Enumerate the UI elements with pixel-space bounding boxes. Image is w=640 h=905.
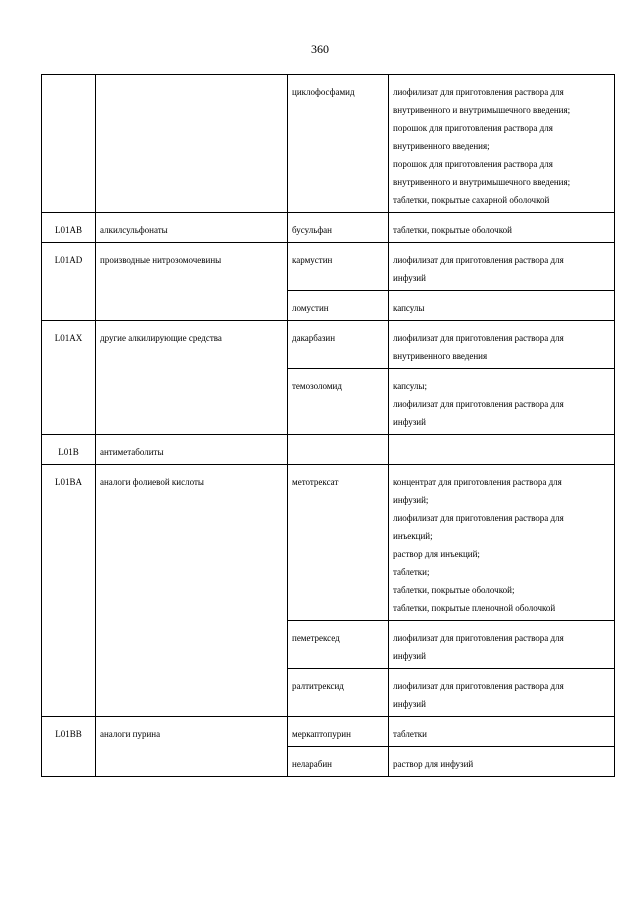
table-row: [42, 435, 615, 465]
dosage-form-line: внутривенного введения;: [393, 141, 490, 151]
dosage-forms-cell: [389, 369, 615, 435]
dosage-form-line: лиофилизат для приготовления раствора для: [393, 333, 564, 343]
dosage-forms-cell: [389, 465, 615, 621]
drug-table: [41, 74, 615, 777]
table-row: [42, 321, 615, 369]
dosage-forms-cell: [389, 621, 615, 669]
table-row: [42, 243, 615, 291]
dosage-form-line: таблетки, покрытые пленочной оболочкой: [393, 603, 556, 613]
group-name-cell: алкилсульфонаты: [96, 213, 288, 243]
drug-name-cell: меркаптопурин: [288, 717, 389, 747]
dosage-forms-cell: [389, 747, 615, 777]
drug-name-cell: циклофосфамид: [288, 75, 389, 213]
atc-code-cell: L01BB: [42, 717, 96, 777]
drug-name-cell: бусульфан: [288, 213, 389, 243]
dosage-form-line: внутривенного и внутримышечного введения;: [393, 177, 571, 187]
atc-code-cell: L01B: [42, 435, 96, 465]
drug-name-cell: [288, 435, 389, 465]
dosage-form-line: лиофилизат для приготовления раствора для: [393, 513, 564, 523]
dosage-form-line: порошок для приготовления раствора для: [393, 159, 553, 169]
drug-name-cell: дакарбазин: [288, 321, 389, 369]
dosage-form-line: капсулы: [393, 303, 425, 313]
dosage-forms-cell: [389, 435, 615, 465]
dosage-form-line: таблетки, покрытые сахарной оболочкой: [393, 195, 550, 205]
dosage-form-line: инфузий: [393, 417, 426, 427]
dosage-form-line: инфузий: [393, 273, 426, 283]
dosage-form-line: внутривенного введения: [393, 351, 488, 361]
dosage-form-line: раствор для инфузий: [393, 759, 474, 769]
dosage-form-line: лиофилизат для приготовления раствора для: [393, 399, 564, 409]
group-name-cell: аналоги пурина: [96, 717, 288, 777]
dosage-forms-cell: [389, 75, 615, 213]
dosage-form-line: инъекций;: [393, 531, 433, 541]
atc-code-cell: L01BA: [42, 465, 96, 717]
dosage-form-line: внутривенного и внутримышечного введения;: [393, 105, 571, 115]
table-row: [42, 75, 615, 213]
dosage-forms-cell: [389, 213, 615, 243]
dosage-form-line: лиофилизат для приготовления раствора для: [393, 87, 564, 97]
dosage-form-line: таблетки: [393, 729, 428, 739]
dosage-form-line: инфузий: [393, 651, 426, 661]
dosage-form-line: раствор для инъекций;: [393, 549, 480, 559]
dosage-form-line: лиофилизат для приготовления раствора для: [393, 255, 564, 265]
dosage-form-line: капсулы;: [393, 381, 427, 391]
group-name-cell: другие алкилирующие средства: [96, 321, 288, 435]
group-name-cell: [96, 75, 288, 213]
drug-name-cell: ралтитрексид: [288, 669, 389, 717]
dosage-form-line: инфузий: [393, 699, 426, 709]
dosage-forms-cell: [389, 243, 615, 291]
drug-name-cell: ломустин: [288, 291, 389, 321]
table-body: [42, 75, 615, 777]
dosage-form-line: таблетки;: [393, 567, 430, 577]
group-name-cell: антиметаболиты: [96, 435, 288, 465]
atc-code-cell: [42, 75, 96, 213]
dosage-form-line: концентрат для приготовления раствора для: [393, 477, 562, 487]
dosage-forms-cell: [389, 669, 615, 717]
dosage-form-line: инфузий;: [393, 495, 429, 505]
dosage-form-line: таблетки, покрытые оболочкой;: [393, 585, 515, 595]
atc-code-cell: L01AX: [42, 321, 96, 435]
dosage-form-line: порошок для приготовления раствора для: [393, 123, 553, 133]
dosage-form-line: таблетки, покрытые оболочкой: [393, 225, 512, 235]
dosage-forms-cell: [389, 321, 615, 369]
drug-name-cell: метотрексат: [288, 465, 389, 621]
drug-name-cell: темозоломид: [288, 369, 389, 435]
dosage-form-line: лиофилизат для приготовления раствора для: [393, 681, 564, 691]
atc-code-cell: L01AB: [42, 213, 96, 243]
dosage-forms-cell: [389, 717, 615, 747]
group-name-cell: аналоги фолиевой кислоты: [96, 465, 288, 717]
group-name-cell: производные нитрозомочевины: [96, 243, 288, 321]
drug-name-cell: пеметрексед: [288, 621, 389, 669]
page-number: 360: [311, 42, 329, 56]
atc-code-cell: L01AD: [42, 243, 96, 321]
drug-name-cell: кармустин: [288, 243, 389, 291]
dosage-form-line: лиофилизат для приготовления раствора для: [393, 633, 564, 643]
table-row: [42, 717, 615, 747]
drug-name-cell: неларабин: [288, 747, 389, 777]
dosage-forms-cell: [389, 291, 615, 321]
table-row: [42, 465, 615, 621]
table-row: [42, 213, 615, 243]
